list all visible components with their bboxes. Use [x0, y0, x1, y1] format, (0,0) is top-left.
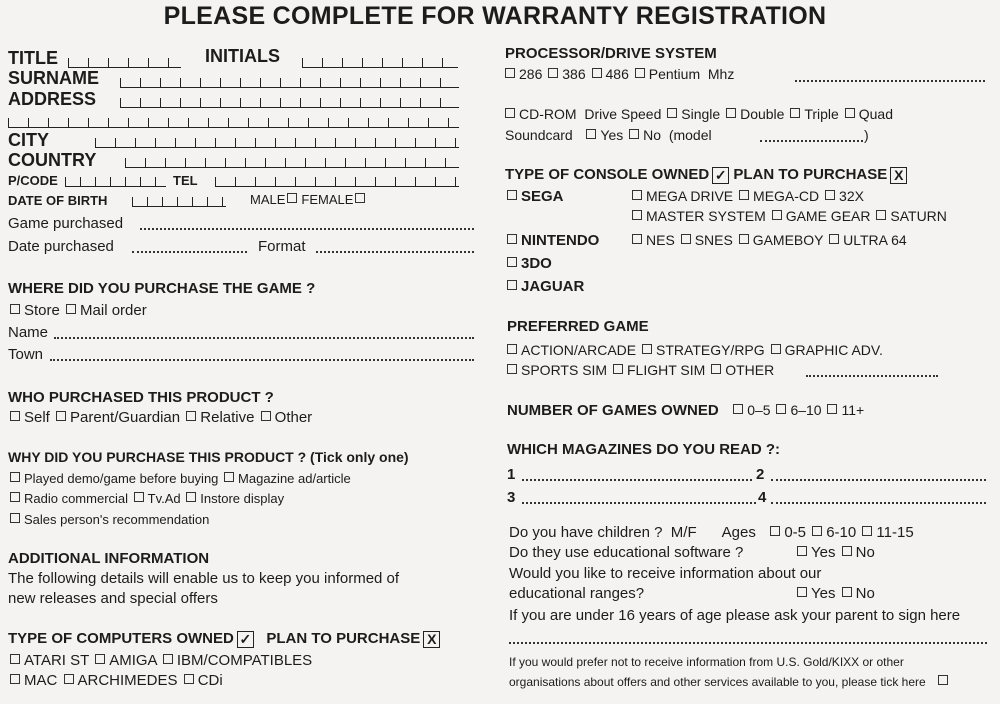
flight-sim-checkbox[interactable] [613, 364, 623, 374]
store-checkbox[interactable] [10, 304, 20, 314]
games-11plus-checkbox[interactable] [827, 404, 837, 414]
played-demo-checkbox[interactable] [10, 472, 20, 482]
age-11-15-checkbox[interactable] [862, 526, 872, 536]
postcode-field[interactable] [65, 177, 166, 187]
strategy-rpg-checkbox[interactable] [642, 344, 652, 354]
triple-checkbox[interactable] [790, 108, 800, 118]
date-purchased-field[interactable] [132, 251, 247, 253]
tel-field[interactable] [215, 177, 459, 187]
why-row-3: Sales person's recommendation [8, 512, 209, 527]
magazine-num-4: 4 [758, 489, 767, 506]
instore-checkbox[interactable] [186, 492, 196, 502]
cdi-checkbox[interactable] [184, 674, 194, 684]
sales-checkbox[interactable] [10, 513, 20, 523]
surname-label: SURNAME [8, 68, 100, 88]
386-checkbox[interactable] [548, 68, 558, 78]
country-field[interactable] [125, 158, 459, 168]
double-checkbox[interactable] [726, 108, 736, 118]
under16-text: If you are under 16 years of age please ask your parent to sign here [509, 607, 961, 624]
amiga-checkbox[interactable] [95, 654, 105, 664]
city-field[interactable] [95, 138, 459, 148]
graphic-adv-checkbox[interactable] [771, 344, 781, 354]
gameboy-checkbox[interactable] [739, 234, 749, 244]
date-purchased-label: Date purchased [8, 238, 114, 255]
sega-row: SEGA [505, 188, 564, 205]
master-system-checkbox[interactable] [632, 210, 642, 220]
additional-line-1: The following details will enable us to keep you informed of [8, 570, 400, 587]
quad-checkbox[interactable] [845, 108, 855, 118]
processor-options: 286 386 486 Pentium Mhz [503, 66, 734, 82]
game-gear-checkbox[interactable] [772, 210, 782, 220]
relative-checkbox[interactable] [186, 411, 196, 421]
where-town-field[interactable] [50, 359, 474, 361]
computers-heading-row: TYPE OF COMPUTERS OWNED ✓ PLAN TO PURCHASE X [8, 630, 440, 648]
action-arcade-checkbox[interactable] [507, 344, 517, 354]
additional-line-2: new releases and special offers [8, 590, 218, 607]
info-yes-checkbox[interactable] [797, 587, 807, 597]
where-name-field[interactable] [54, 337, 474, 339]
snes-checkbox[interactable] [681, 234, 691, 244]
edu-yes-checkbox[interactable] [797, 546, 807, 556]
optout-line-2: organisations about offers and other services available to you, please tick here [509, 675, 952, 689]
parent-signature-field[interactable] [509, 642, 987, 644]
mega-cd-checkbox[interactable] [739, 190, 749, 200]
format-label: Format [258, 238, 306, 255]
city-label: CITY [8, 130, 50, 150]
sega-options-1: MEGA DRIVE MEGA-CD 32X [630, 188, 864, 204]
male-checkbox[interactable] [287, 193, 297, 203]
games-6-10-checkbox[interactable] [776, 404, 786, 414]
surname-field[interactable] [120, 78, 459, 88]
nintendo-checkbox[interactable] [507, 234, 517, 244]
magazine-num-2: 2 [756, 466, 765, 483]
console-plan-mark: X [890, 167, 907, 184]
parent-checkbox[interactable] [56, 411, 66, 421]
where-heading: WHERE DID YOU PURCHASE THE GAME ? [8, 280, 316, 297]
magazines-heading: WHICH MAGAZINES DO YOU READ ?: [507, 441, 781, 458]
why-row-2: Radio commercial Tv.Ad Instore display [8, 491, 284, 506]
magazine-field-4[interactable] [771, 502, 986, 504]
console-owned-mark: ✓ [712, 167, 729, 184]
radio-checkbox[interactable] [10, 492, 20, 502]
soundcard-no-checkbox[interactable] [629, 129, 639, 139]
console-heading-row: TYPE OF CONSOLE OWNED ✓ PLAN TO PURCHASE X [505, 166, 907, 184]
cdrom-checkbox[interactable] [505, 108, 515, 118]
edu-no-checkbox[interactable] [842, 546, 852, 556]
nintendo-options: NES SNES GAMEBOY ULTRA 64 [630, 232, 907, 248]
games-owned-row: NUMBER OF GAMES OWNED 0–5 6–10 11+ [507, 402, 865, 419]
address-field-1[interactable] [120, 98, 459, 108]
tel-label: TEL [173, 173, 198, 188]
magazine-field-2[interactable] [771, 479, 986, 481]
postcode-label: P/CODE [8, 173, 58, 188]
32x-checkbox[interactable] [825, 190, 835, 200]
edu-software-options: Yes No [795, 544, 875, 561]
info-question-line-1: Would you like to receive information about our [509, 565, 822, 582]
computers-row-2: MAC ARCHIMEDES CDi [8, 672, 223, 689]
sega-checkbox[interactable] [507, 190, 517, 200]
pentium-checkbox[interactable] [635, 68, 645, 78]
initials-label: INITIALS [205, 46, 280, 66]
info-question-line-2: educational ranges? [509, 585, 645, 602]
edu-software-question: Do they use educational software ? [509, 544, 744, 561]
archimedes-checkbox[interactable] [64, 674, 74, 684]
tvad-checkbox[interactable] [134, 492, 144, 502]
cdrom-row: CD-ROM Drive Speed Single Double Triple Quad [505, 106, 893, 122]
486-checkbox[interactable] [592, 68, 602, 78]
games-0-5-checkbox[interactable] [733, 404, 743, 414]
dob-field[interactable] [132, 197, 226, 207]
country-label: COUNTRY [8, 150, 97, 170]
jaguar-checkbox[interactable] [507, 280, 517, 290]
why-heading: WHY DID YOU PURCHASE THIS PRODUCT ? (Tick only one) [8, 449, 409, 465]
saturn-checkbox[interactable] [876, 210, 886, 220]
sega-options-2: MASTER SYSTEM GAME GEAR SATURN [630, 208, 947, 224]
title-field[interactable] [68, 58, 181, 68]
who-heading: WHO PURCHASED THIS PRODUCT ? [8, 389, 274, 406]
age-0-5-checkbox[interactable] [770, 526, 780, 536]
mail-order-checkbox[interactable] [66, 304, 76, 314]
form-title: PLEASE COMPLETE FOR WARRANTY REGISTRATION [163, 2, 827, 30]
other-game-checkbox[interactable] [711, 364, 721, 374]
jaguar-row: JAGUAR [505, 278, 584, 295]
additional-heading: ADDITIONAL INFORMATION [8, 550, 210, 567]
dob-label: DATE OF BIRTH [8, 193, 108, 208]
mac-checkbox[interactable] [10, 674, 20, 684]
magazine-num-1: 1 [507, 466, 516, 483]
mega-drive-checkbox[interactable] [632, 190, 642, 200]
where-town-label: Town [8, 346, 44, 363]
ultra64-checkbox[interactable] [829, 234, 839, 244]
info-no-checkbox[interactable] [842, 587, 852, 597]
3do-checkbox[interactable] [507, 257, 517, 267]
nes-checkbox[interactable] [632, 234, 642, 244]
address-label: ADDRESS [8, 89, 97, 109]
3do-row: 3DO [505, 255, 552, 272]
where-name-label: Name [8, 324, 49, 341]
soundcard-row: Soundcard Yes No (model [505, 127, 712, 143]
format-field[interactable] [316, 251, 474, 253]
address-field-2[interactable] [8, 118, 459, 128]
preferred-row-1: ACTION/ARCADE STRATEGY/RPG GRAPHIC ADV. [505, 342, 883, 358]
nintendo-row: NINTENDO [505, 232, 599, 249]
game-purchased-field[interactable] [140, 228, 474, 230]
ibm-checkbox[interactable] [163, 654, 173, 664]
initials-field[interactable] [302, 58, 458, 68]
info-options: Yes No [795, 585, 875, 602]
game-purchased-label: Game purchased [8, 215, 124, 232]
self-checkbox[interactable] [10, 411, 20, 421]
soundcard-yes-checkbox[interactable] [586, 129, 596, 139]
why-row-1: Played demo/game before buying Magazine ad/article [8, 471, 351, 486]
title-label: TITLE [8, 48, 58, 68]
who-options: Self Parent/Guardian Relative Other [8, 409, 312, 426]
optout-line-1: If you would prefer not to receive information from U.S. Gold/KIXX or other [509, 655, 904, 669]
magazine-field-1[interactable] [522, 479, 752, 481]
preferred-heading: PREFERRED GAME [507, 318, 649, 335]
model-close: ) [864, 127, 869, 143]
computers-plan-mark: X [423, 631, 440, 648]
magazine-field-3[interactable] [522, 502, 756, 504]
computers-owned-mark: ✓ [237, 631, 254, 648]
286-checkbox[interactable] [505, 68, 515, 78]
magazine-num-3: 3 [507, 489, 516, 506]
other-checkbox[interactable] [261, 411, 271, 421]
processor-heading: PROCESSOR/DRIVE SYSTEM [505, 45, 717, 62]
single-checkbox[interactable] [667, 108, 677, 118]
other-game-field[interactable] [806, 375, 938, 377]
magazine-checkbox[interactable] [224, 472, 234, 482]
gender-options: MALE FEMALE [250, 192, 369, 207]
computers-row-1: ATARI ST AMIGA IBM/COMPATIBLES [8, 652, 312, 669]
age-6-10-checkbox[interactable] [812, 526, 822, 536]
model-field[interactable] [760, 140, 863, 142]
sports-sim-checkbox[interactable] [507, 364, 517, 374]
female-checkbox[interactable] [355, 193, 365, 203]
atari-checkbox[interactable] [10, 654, 20, 664]
optout-checkbox[interactable] [938, 675, 948, 685]
children-row: Do you have children ? M/F Ages 0-5 6-10 11-15 [509, 524, 914, 541]
preferred-row-2: SPORTS SIM FLIGHT SIM OTHER [505, 362, 774, 378]
where-options: Store Mail order [8, 302, 147, 319]
mhz-field[interactable] [795, 80, 985, 82]
